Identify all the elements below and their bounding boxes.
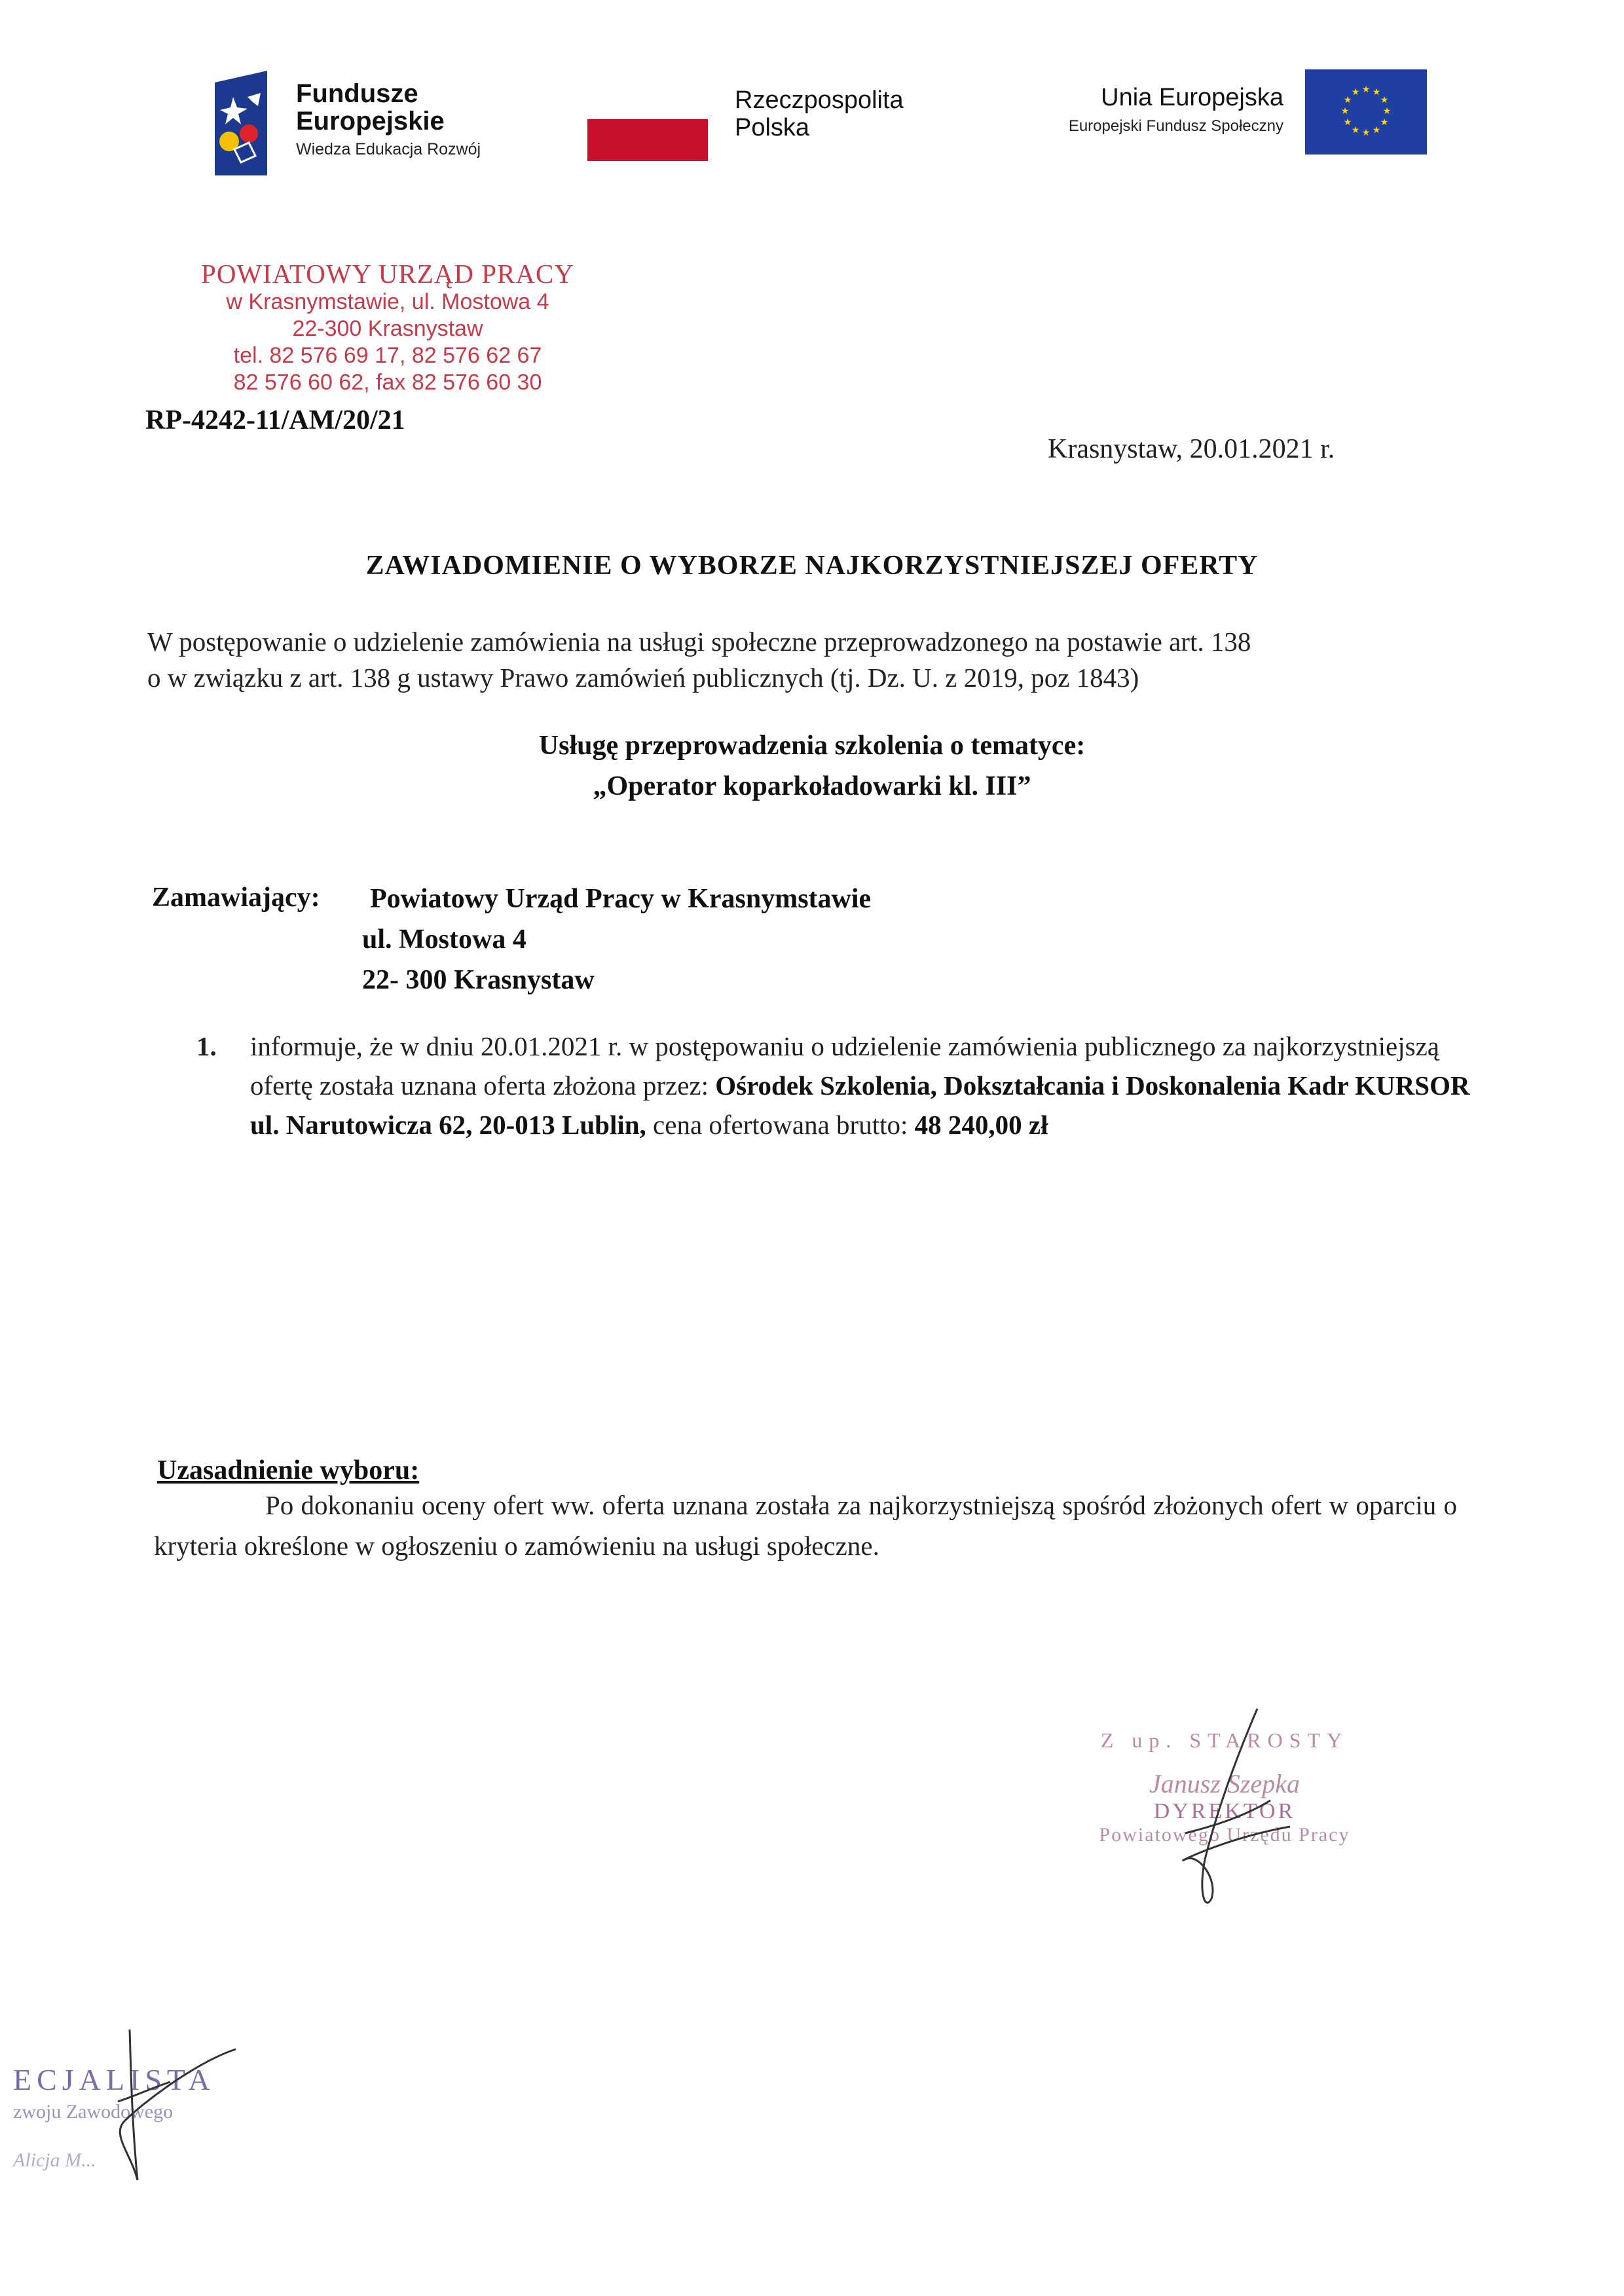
svg-text:★: ★	[1380, 95, 1389, 105]
intro-line2: o w związku z art. 138 g ustawy Prawo zamówień publicznych (tj. Dz. U. z 2019, poz 1843)	[147, 663, 1139, 693]
reference-number: RP-4242-11/AM/20/21	[145, 405, 405, 435]
justification-heading: Uzasadnienie wyboru:	[157, 1455, 420, 1485]
ordering-line2: ul. Mostowa 4	[362, 924, 526, 955]
fe-line2: Europejskie	[296, 107, 445, 136]
svg-text:★: ★	[1351, 125, 1360, 136]
handwritten-initials	[98, 2023, 249, 2193]
winning-offer: Ośrodek Szkolenia, Dokształcania i Doskonalenia Kadr KURSOR ul. Narutowicza 62, 20-013 Lublin,	[250, 1070, 1470, 1140]
fundusze-europejskie-logo	[215, 71, 287, 175]
subject-line2: „Operator koparkoładowarki kl. III”	[593, 771, 1031, 801]
point-text-b: cena ofertowana brutto:	[646, 1110, 915, 1140]
eu-flag-icon	[1305, 69, 1427, 155]
fundusze-europejskie-text	[296, 80, 532, 159]
list-item	[196, 1027, 1480, 1144]
svg-text:★: ★	[1361, 84, 1371, 95]
handwritten-signature	[1159, 1702, 1310, 1918]
offer-price: 48 240,00 zł	[914, 1110, 1048, 1140]
svg-text:★: ★	[1343, 117, 1352, 128]
document-title: ZAWIADOMIENIE O WYBORZE NAJKORZYSTNIEJSZEJ OFERTY	[365, 551, 1259, 581]
stamp-phone: tel. 82 576 69 17, 82 576 62 67	[233, 343, 542, 368]
pl-line1: Rzeczpospolita	[735, 86, 904, 114]
ordering-line3: 22- 300 Krasnystaw	[362, 965, 595, 995]
svg-text:★: ★	[1343, 95, 1352, 105]
signature-line1: Z up. STAROSTY	[1100, 1728, 1349, 1752]
fe-line1: Fundusze	[296, 79, 418, 108]
intro-paragraph	[147, 624, 1516, 696]
signature-role: DYREKTOR	[1153, 1799, 1296, 1823]
specialist-stamp-line1: ECJALISTA	[13, 2063, 215, 2096]
specialist-stamp-line2: zwoju Zawodowego	[13, 2101, 174, 2123]
stamp-address: w Krasnymstawie, ul. Mostowa 4	[226, 289, 549, 314]
rzeczpospolita-polska-text	[735, 86, 970, 141]
signature-name: Janusz Szepka	[1149, 1769, 1300, 1798]
svg-text:★: ★	[1340, 106, 1350, 117]
svg-text:★: ★	[1372, 125, 1381, 136]
svg-text:★: ★	[1380, 117, 1389, 128]
intro-line1: W postępowanie o udzielenie zamówienia na usługi społeczne przeprowadzonego na postawie art. 138	[147, 627, 1251, 657]
svg-text:★: ★	[1382, 106, 1392, 117]
polish-flag-icon	[587, 119, 708, 161]
list-item-text	[250, 1027, 1480, 1144]
ordering-party-details	[362, 879, 872, 1000]
svg-text:★: ★	[1361, 128, 1371, 138]
pl-line2: Polska	[735, 114, 810, 141]
specialist-stamp-line3: Alicja M...	[13, 2149, 96, 2171]
document-date: Krasnystaw, 20.01.2021 r.	[1048, 434, 1335, 464]
svg-text:★: ★	[1372, 87, 1381, 98]
office-stamp	[172, 259, 604, 396]
eu-name: Unia Europejska	[1101, 84, 1283, 111]
stamp-postal: 22-300 Krasnystaw	[292, 316, 483, 341]
justification-body: Po dokonaniu oceny ofert ww. oferta uznana została za najkorzystniejszą spośród złożonych ofert w oparciu o kryteria określone w ogłoszeniu o zamówieniu na usługi społeczne.	[154, 1490, 1457, 1561]
fe-subtitle: Wiedza Edukacja Rozwój	[296, 140, 481, 158]
stamp-fax: 82 576 60 62, fax 82 576 60 30	[233, 370, 542, 395]
stamp-title: POWIATOWY URZĄD PRACY	[201, 259, 574, 289]
ordering-party-label: Zamawiający:	[152, 883, 320, 913]
list-item-number: 1.	[196, 1031, 217, 1061]
unia-europejska-text	[956, 84, 1283, 136]
svg-text:★: ★	[1351, 87, 1360, 98]
ordering-line1: Powiatowy Urząd Pracy w Krasnymstawie	[370, 884, 872, 914]
subject-line1: Usługę przeprowadzenia szkolenia o tematyce:	[538, 731, 1086, 761]
point-text-a: informuje, że w dniu 20.01.2021 r. w postępowaniu o udzielenie zamówienia publicznego za najkorzystniejszą ofertę została uznana oferta złożona przez:	[250, 1031, 1439, 1101]
eu-subtitle: Europejski Fundusz Społeczny	[1068, 117, 1283, 135]
subject-block	[0, 725, 1624, 807]
signature-org: Powiatowego Urzędu Pracy	[1099, 1824, 1350, 1846]
